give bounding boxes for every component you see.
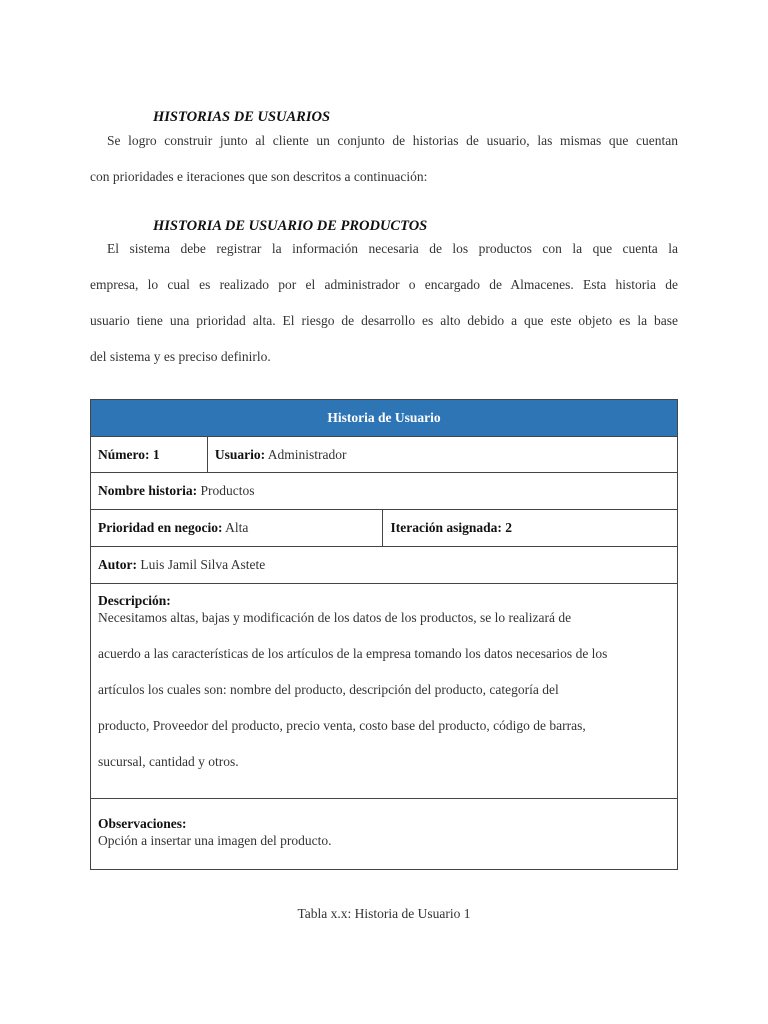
paragraph-line: Se logro construir junto al cliente un conjunto de historias de usuario, las mismas que cuentan xyxy=(107,133,678,148)
prioridad-value: Alta xyxy=(225,520,249,535)
descripcion-line: producto, Proveedor del producto, precio venta, costo base del producto, código de barras, xyxy=(98,718,586,733)
user-story-table xyxy=(90,399,678,870)
observaciones-label: Observaciones: xyxy=(98,816,187,831)
section-title-historias: HISTORIAS DE USUARIOS xyxy=(153,109,331,125)
usuario-label: Usuario: xyxy=(214,446,266,462)
paragraph-line: empresa, lo cual es realizado por el administrador o encargado de Almacenes. Esta historia de xyxy=(90,277,678,292)
descripcion-line: acuerdo a las características de los artículos de la empresa tomando los datos necesarios de los xyxy=(98,646,608,661)
autor-cell xyxy=(91,547,678,584)
nombre-historia-value: Productos xyxy=(200,483,255,498)
numero-label: Número: xyxy=(98,446,150,462)
table-caption: Tabla x.x: Historia de Usuario 1 xyxy=(297,906,471,921)
nombre-historia-cell xyxy=(91,473,678,510)
prioridad-label: Prioridad en negocio: xyxy=(98,520,223,535)
section-title-productos: HISTORIA DE USUARIO DE PRODUCTOS xyxy=(153,218,428,234)
observaciones-value: Opción a insertar una imagen del producto. xyxy=(98,833,332,848)
usuario-value: Administrador xyxy=(267,446,347,462)
autor-value: Luis Jamil Silva Astete xyxy=(140,557,266,572)
descripcion-line: artículos los cuales son: nombre del producto, descripción del producto, categoría del xyxy=(98,682,559,697)
iteracion-label: Iteración asignada: xyxy=(390,520,502,535)
paragraph-line: del sistema y es preciso definirlo. xyxy=(90,349,271,364)
autor-label: Autor: xyxy=(98,557,137,572)
productos-paragraph xyxy=(90,239,678,383)
numero-value: 1 xyxy=(152,446,160,462)
paragraph-line: El sistema debe registrar la información necesaria de los productos con la que cuenta la xyxy=(107,241,678,256)
descripcion-label: Descripción: xyxy=(98,593,171,608)
descripcion-line: Necesitamos altas, bajas y modificación de los datos de los productos, se lo realizará de xyxy=(98,610,572,625)
iteracion-value: 2 xyxy=(505,520,512,535)
descripcion-line: sucursal, cantidad y otros. xyxy=(98,754,239,769)
paragraph-line: usuario tiene una prioridad alta. El riesgo de desarrollo es alto debido a que este objeto es la base xyxy=(90,313,678,328)
numero-cell xyxy=(91,437,208,473)
usuario-cell xyxy=(207,437,677,473)
descripcion-cell xyxy=(91,584,678,799)
intro-paragraph xyxy=(90,131,678,203)
prioridad-cell xyxy=(91,510,383,547)
paragraph-line: con prioridades e iteraciones que son descritos a continuación: xyxy=(90,169,428,184)
table-header: Historia de Usuario xyxy=(91,400,678,437)
iteracion-cell xyxy=(383,510,678,547)
observaciones-cell xyxy=(91,799,678,870)
nombre-historia-label: Nombre historia: xyxy=(98,483,198,498)
